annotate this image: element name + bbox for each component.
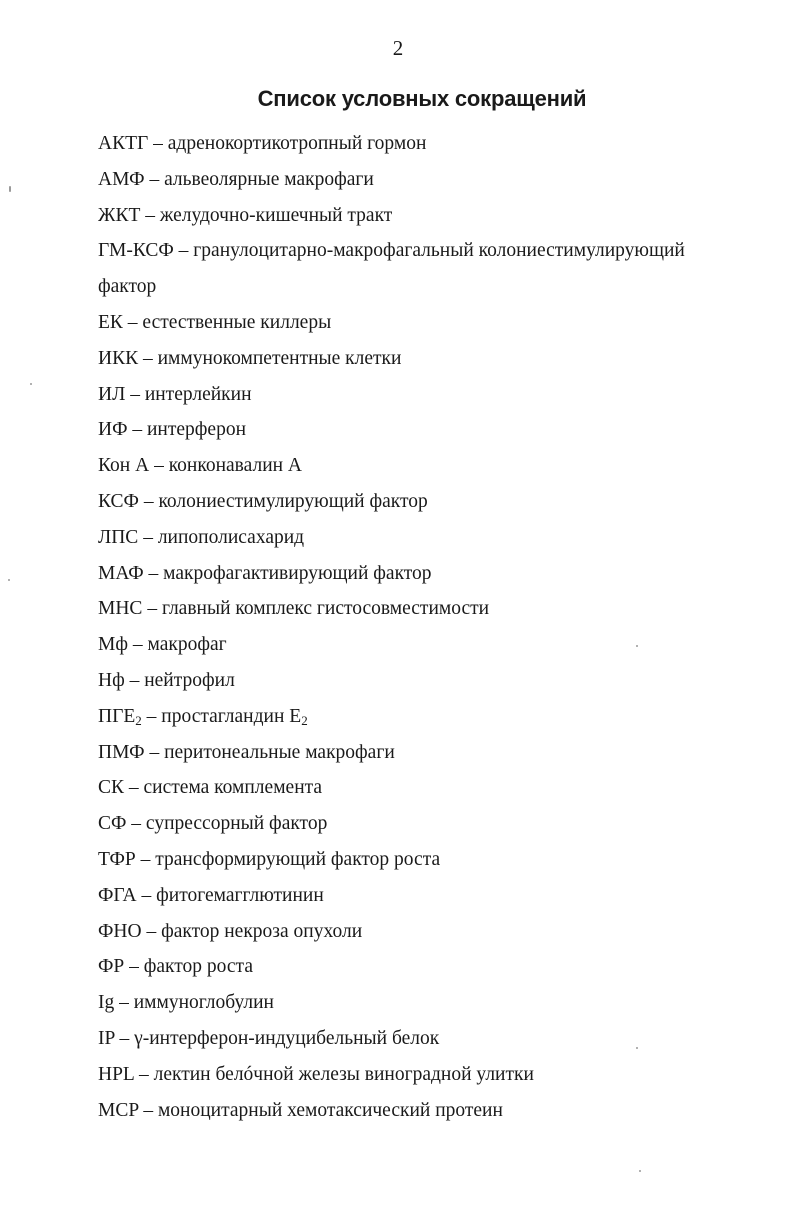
abbreviation-entry — [98, 665, 738, 701]
separator-dash: – — [138, 1099, 158, 1121]
separator-dash: – — [127, 634, 148, 656]
abbreviation-entry — [98, 379, 738, 415]
abbreviation: Нф — [98, 669, 125, 691]
scan-speck — [636, 1047, 638, 1049]
page-title: Список условных сокращений — [257, 86, 587, 111]
abbreviation: МАФ — [98, 562, 144, 584]
definition: фактор роста — [143, 956, 253, 978]
separator-dash: – — [140, 204, 160, 226]
abbreviation-entry — [98, 414, 738, 450]
separator-dash: – — [136, 884, 157, 906]
separator-dash: – — [149, 455, 169, 477]
definition: колониестимулирующий фактор — [158, 490, 428, 512]
abbreviation-entry — [98, 522, 738, 558]
abbreviation: HPL — [98, 1063, 135, 1085]
abbreviation-entry — [98, 808, 738, 844]
definition-subscript: 2 — [301, 712, 308, 728]
definition: γ-интерферон-индуцибельный белок — [134, 1027, 440, 1049]
abbreviation: ПМФ — [98, 741, 145, 763]
definition: перитонеальные макрофаги — [164, 741, 395, 763]
abbreviation: ФГА — [98, 884, 137, 906]
definition: макрофагактивирующий фактор — [163, 562, 432, 584]
separator-dash: – — [135, 848, 156, 870]
abbreviation-entry — [98, 701, 738, 737]
abbreviation: СФ — [98, 813, 127, 835]
definition: система комплемента — [143, 777, 323, 799]
abbreviation-entry — [98, 235, 738, 271]
definition: гранулоцитарно-макрофагальный колониестимулирующий — [193, 240, 685, 262]
abbreviation-entry — [98, 558, 738, 594]
definition: интерферон — [147, 419, 247, 441]
definition: естественные киллеры — [142, 311, 332, 333]
abbreviation-entry — [98, 128, 738, 164]
definition: главный комплекс гистосовместимости — [161, 598, 490, 620]
separator-dash: – — [126, 813, 146, 835]
separator-dash: – — [134, 1063, 154, 1085]
abbreviation: ТФР — [98, 848, 136, 870]
abbreviation-entry — [98, 1059, 738, 1095]
definition: липополисахарид — [157, 526, 305, 548]
definition: иммуноглобулин — [133, 992, 274, 1014]
abbreviation-subscript: 2 — [135, 712, 142, 728]
separator-dash: – — [127, 419, 147, 441]
abbreviation: ИЛ — [98, 383, 126, 405]
abbreviation-entry — [98, 450, 738, 486]
abbreviation: КСФ — [98, 490, 139, 512]
definition: иммунокомпетентные клетки — [157, 347, 402, 369]
separator-dash: – — [138, 490, 159, 512]
definition: макрофаг — [147, 634, 227, 656]
abbreviation-entry — [98, 772, 738, 808]
abbreviation-entry — [98, 1023, 738, 1059]
scan-speck — [636, 645, 638, 647]
abbreviation: ЛПС — [98, 526, 139, 548]
separator-dash: – — [143, 562, 164, 584]
abbreviation: ИКК — [98, 347, 139, 369]
definition: простагландин Е — [161, 705, 302, 727]
definition: желудочно-кишечный тракт — [159, 204, 393, 226]
abbreviation: ИФ — [98, 419, 128, 441]
separator-dash: – — [122, 311, 143, 333]
separator-dash: – — [114, 992, 134, 1014]
abbreviation-entry — [98, 200, 738, 236]
abbreviation-entry — [98, 844, 738, 880]
separator-dash: – — [144, 741, 165, 763]
separator-dash: – — [141, 920, 162, 942]
definition: конконавалин А — [168, 455, 303, 477]
separator-dash: – — [138, 526, 158, 548]
scan-speck — [639, 1170, 641, 1172]
abbreviation-entry — [98, 343, 738, 379]
abbreviation-entry — [98, 1095, 738, 1131]
abbreviation-entry — [98, 593, 738, 629]
abbreviation: ЕК — [98, 311, 123, 333]
abbreviation: ФНО — [98, 920, 142, 942]
definition: фактор некроза опухоли — [161, 920, 363, 942]
separator-dash: – — [138, 347, 158, 369]
definition: адренокортикотропный гормон — [167, 133, 427, 154]
abbreviation: MCP — [98, 1099, 139, 1121]
separator-dash: – — [148, 133, 168, 154]
page-number: 2 — [392, 36, 404, 60]
abbreviation-entry — [98, 164, 738, 200]
definition: фитогемагглютинин — [156, 884, 324, 906]
abbreviation-entry — [98, 486, 738, 522]
abbreviation: СК — [98, 777, 125, 799]
abbreviation-entry — [98, 916, 738, 952]
abbreviation: АКТГ — [98, 133, 149, 154]
abbreviation-entry — [98, 737, 738, 773]
separator-dash: – — [144, 168, 165, 190]
abbreviation-entry — [98, 951, 738, 987]
abbreviation: ФР — [98, 956, 125, 978]
abbreviation: ГМ-КСФ — [98, 240, 174, 262]
definition-continuation: фактор — [98, 276, 157, 298]
definition: нейтрофил — [144, 669, 235, 691]
abbreviation: ЖКТ — [98, 204, 141, 226]
definition: супрессорный фактор — [145, 813, 328, 835]
definition: моноцитарный хемотаксический протеин — [157, 1099, 503, 1121]
definition: лектин белóчной железы виноградной улитки — [153, 1063, 534, 1085]
abbreviation: ПГЕ — [98, 705, 136, 727]
abbreviation: МНС — [98, 598, 143, 620]
abbreviation-entry — [98, 987, 738, 1023]
abbreviation-list — [98, 128, 738, 1130]
separator-dash: – — [142, 598, 162, 620]
scan-speck — [9, 186, 11, 192]
separator-dash: – — [146, 705, 162, 727]
abbreviation: IP — [98, 1027, 115, 1049]
separator-dash: – — [124, 956, 144, 978]
separator-dash: – — [124, 777, 144, 799]
abbreviation-entry — [98, 629, 738, 665]
definition: трансформирующий фактор роста — [155, 848, 441, 870]
separator-dash: – — [125, 383, 145, 405]
scan-speck — [30, 383, 32, 385]
scan-speck — [8, 579, 10, 581]
abbreviation-entry — [98, 880, 738, 916]
separator-dash: – — [124, 669, 145, 691]
separator-dash: – — [173, 240, 194, 262]
abbreviation: Ig — [98, 992, 115, 1014]
definition: интерлейкин — [144, 383, 252, 405]
separator-dash: – — [114, 1027, 135, 1049]
abbreviation-entry — [98, 307, 738, 343]
abbreviation: Кон А — [98, 455, 150, 477]
abbreviation: АМФ — [98, 168, 145, 190]
abbreviation: Мф — [98, 634, 128, 656]
definition: альвеолярные макрофаги — [164, 168, 374, 190]
